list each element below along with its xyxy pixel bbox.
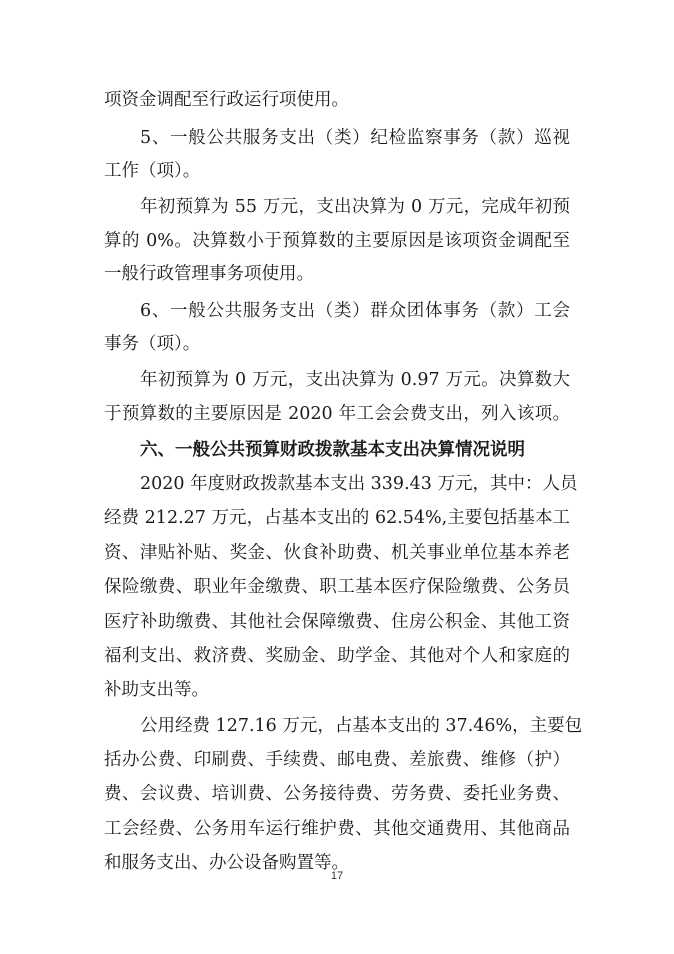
- text-line: 5、一般公共服务支出（类）纪检监察事务（款）巡视: [140, 128, 570, 148]
- text-line: 项资金调配至行政运行项使用。: [104, 90, 349, 110]
- text-line: 经费 212.27 万元，占基本支出的 62.54%,主要包括基本工: [104, 508, 570, 528]
- section-heading: 六、一般公共预算财政拨款基本支出决算情况说明: [140, 440, 525, 460]
- text-line: 一般行政管理事务项使用。: [104, 264, 314, 284]
- text-line: 年初预算为 55 万元，支出决算为 0 万元，完成年初预: [140, 197, 570, 217]
- text-line: 年初预算为 0 万元，支出决算为 0.97 万元。决算数大: [140, 370, 570, 390]
- text-line: 括办公费、印刷费、手续费、邮电费、差旅费、维修（护）: [104, 750, 570, 770]
- text-line: 公用经费 127.16 万元，占基本支出的 37.46%，主要包: [140, 716, 583, 736]
- text-line: 医疗补助缴费、其他社会保障缴费、住房公积金、其他工资: [104, 612, 570, 632]
- text-line: 工会经费、公务用车运行维护费、其他交通费用、其他商品: [104, 819, 570, 839]
- text-line: 资、津贴补贴、奖金、伙食补助费、机关事业单位基本养老: [104, 543, 570, 563]
- text-line: 2020 年度财政拨款基本支出 339.43 万元，其中：人员: [140, 474, 578, 494]
- text-line: 工作（项）。: [104, 161, 201, 181]
- text-line: 福利支出、救济费、奖励金、助学金、其他对个人和家庭的: [104, 646, 570, 666]
- text-line: 6、一般公共服务支出（类）群众团体事务（款）工会: [140, 301, 570, 321]
- page-number: 17: [330, 870, 344, 882]
- text-line: 于预算数的主要原因是 2020 年工会会费支出，列入该项。: [104, 404, 570, 424]
- text-line: 费、会议费、培训费、公务接待费、劳务费、委托业务费、: [104, 784, 570, 804]
- text-line: 补助支出等。: [104, 680, 209, 700]
- text-line: 算的 0%。决算数小于预算数的主要原因是该项资金调配至: [104, 231, 570, 251]
- text-line: 保险缴费、职业年金缴费、职工基本医疗保险缴费、公务员: [104, 577, 570, 597]
- text-line: 事务（项）。: [104, 334, 201, 354]
- text-line: 和服务支出、办公设备购置等。: [104, 853, 349, 873]
